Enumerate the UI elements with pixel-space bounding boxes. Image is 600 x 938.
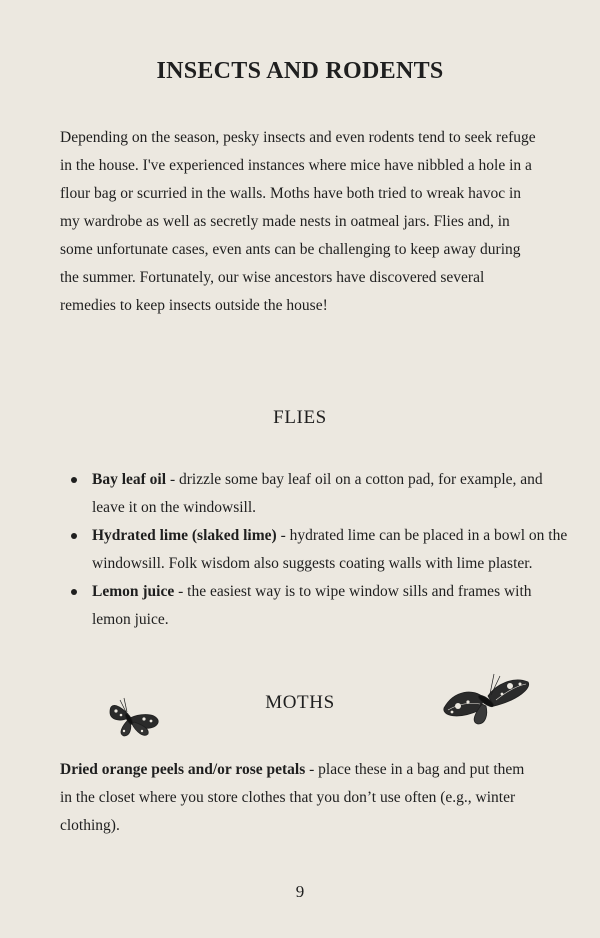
bullet-icon xyxy=(71,589,77,595)
moth-illustration-large-icon xyxy=(440,668,532,728)
page-number: 9 xyxy=(295,882,305,901)
remedy-term: Hydrated lime (slaked lime) xyxy=(92,527,277,544)
flies-heading: FLIES xyxy=(273,407,327,428)
list-item xyxy=(92,578,574,634)
bullet-icon xyxy=(71,533,77,539)
list-item xyxy=(92,466,574,522)
remedy-text: - hydrated lime can be placed in a bowl on the windowsill. Folk wisdom also suggests coating walls with lime plaster. xyxy=(92,527,568,572)
remedy-text: - place these in a bag and put them in the closet where you store clothes that you don’t use often (e.g., winter clothing). xyxy=(60,761,525,834)
remedy-text: - drizzle some bay leaf oil on a cotton pad, for example, and leave it on the windowsill. xyxy=(92,471,543,516)
intro-paragraph: Depending on the season, pesky insects and even rodents tend to seek refuge in the house. I've experienced instances where mice have nibbled a hole in a flour bag or scurried in the walls. Moths have both tried to wreak havoc in my wardrobe as well as secretly made nests in oatmeal jars. Flies and, in some unfortunate cases, even ants can be challenging to keep away during the summer. Fortunately, our wise ancestors have discovered several remedies to keep insects outside the house! xyxy=(60,129,536,314)
list-item xyxy=(92,522,574,578)
moths-remedy-paragraph xyxy=(60,756,540,840)
remedy-text: - the easiest way is to wipe window sills and frames with lemon juice. xyxy=(92,583,532,628)
moths-heading: MOTHS xyxy=(265,692,335,713)
page-title: INSECTS AND RODENTS xyxy=(156,58,444,84)
bullet-icon xyxy=(71,477,77,483)
remedy-term: Lemon juice xyxy=(92,583,175,600)
flies-remedy-list xyxy=(60,466,574,634)
remedy-term: Bay leaf oil xyxy=(92,471,167,488)
remedy-term: Dried orange peels and/or rose petals xyxy=(60,761,306,778)
